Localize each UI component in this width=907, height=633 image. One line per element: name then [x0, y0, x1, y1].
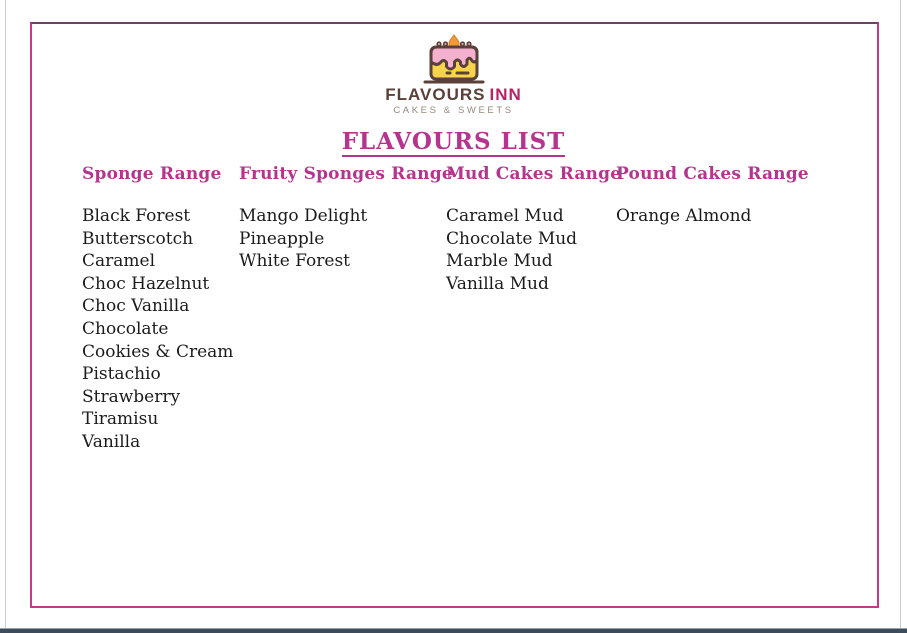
page-title: FLAVOURS LIST	[341, 128, 566, 155]
brand-name	[0, 86, 907, 104]
flavour-column	[616, 165, 809, 228]
flavour-item: White Forest	[239, 251, 350, 272]
brand-accent: INN	[489, 85, 522, 104]
flavour-item: Choc Hazelnut	[82, 273, 210, 294]
flavour-list	[239, 205, 453, 273]
flavour-column	[82, 165, 233, 454]
cake-icon	[415, 33, 493, 85]
column-header: Pound Cakes Range	[616, 164, 809, 184]
window-bottom-edge	[0, 628, 907, 633]
flavour-column	[446, 165, 621, 295]
column-header: Mud Cakes Range	[446, 164, 622, 184]
flavour-item: Vanilla Mud	[446, 273, 549, 294]
column-header: Sponge Range	[82, 164, 222, 184]
column-header: Fruity Sponges Range	[239, 164, 453, 184]
flavour-list	[446, 205, 621, 295]
flavour-item: Pineapple	[239, 228, 325, 249]
flavour-item: Vanilla	[82, 431, 141, 452]
flavour-item: Cookies & Cream	[82, 341, 234, 362]
flavour-item: Pistachio	[82, 364, 161, 385]
flavour-item: Mango Delight	[239, 206, 368, 226]
flavour-columns	[0, 165, 907, 495]
flavour-item: Choc Vanilla	[82, 296, 190, 317]
flavour-item: Caramel Mud	[446, 206, 564, 226]
flavour-list	[82, 205, 233, 454]
logo	[0, 33, 907, 117]
flavour-column	[239, 165, 453, 273]
flavour-item: Marble Mud	[446, 251, 553, 272]
flavour-item: Strawberry	[82, 386, 181, 407]
flavour-item: Orange Almond	[616, 206, 752, 226]
brand-primary: FLAVOURS	[385, 85, 486, 104]
flavour-item: Black Forest	[82, 206, 191, 226]
flavour-item: Chocolate Mud	[446, 228, 578, 249]
flavour-item: Butterscotch	[82, 228, 194, 249]
flavour-item: Caramel	[82, 251, 156, 272]
flavour-item: Chocolate	[82, 318, 169, 339]
flavour-item: Tiramisu	[82, 409, 159, 430]
brand-tagline: CAKES & SWEETS	[393, 105, 514, 116]
flavour-list	[616, 205, 809, 228]
